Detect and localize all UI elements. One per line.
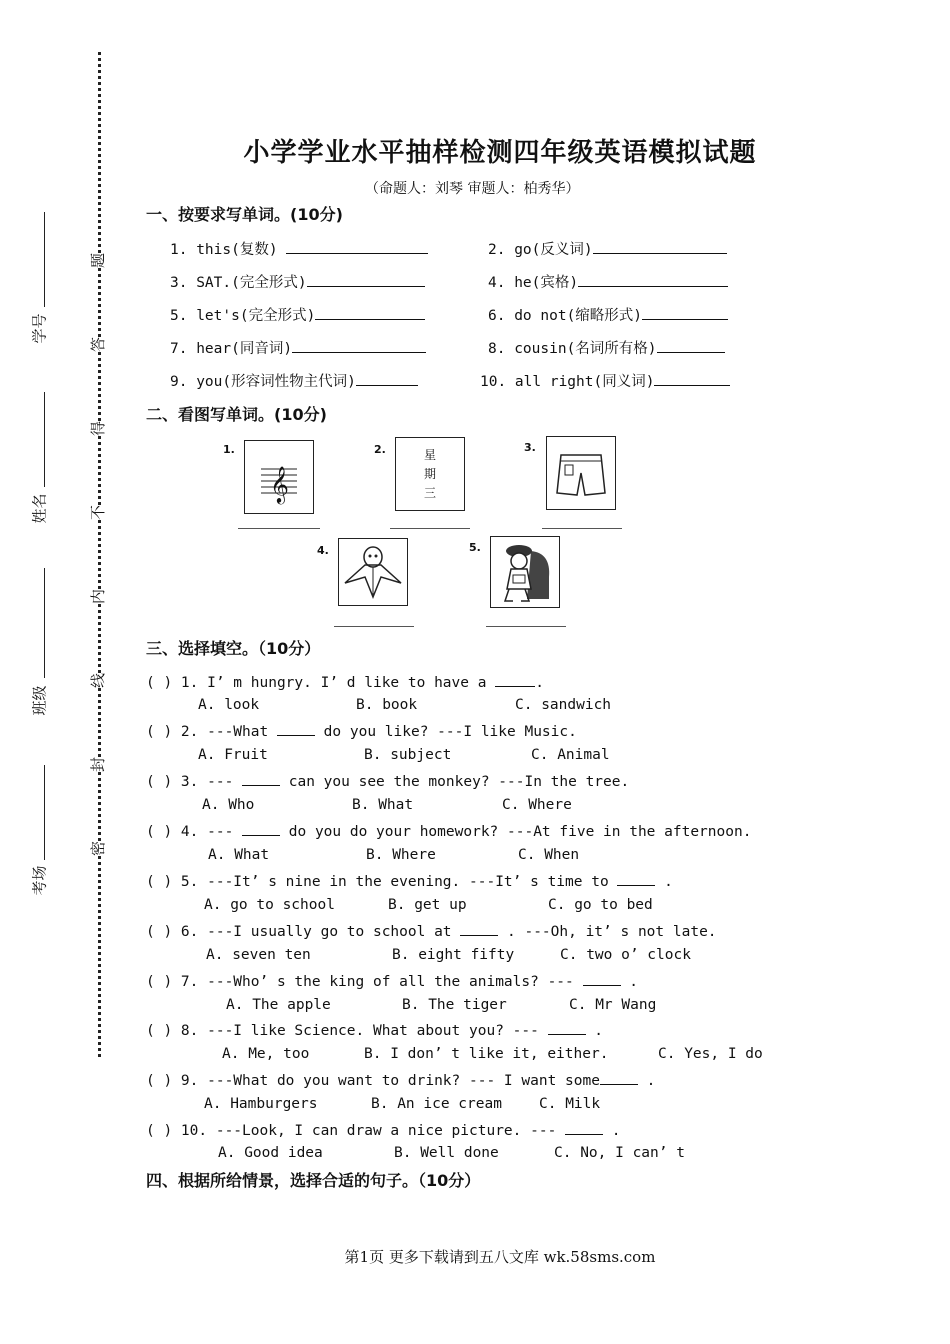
option[interactable]: A. Good idea	[218, 1145, 323, 1161]
option[interactable]: C. Animal	[531, 747, 610, 763]
option[interactable]: A. Hamburgers	[204, 1096, 318, 1112]
question-9: ( ) 9. ---What do you want to drink? --- I want some .	[146, 1073, 656, 1089]
s1-item: 8. cousin(名词所有格)	[488, 337, 725, 358]
answer-blank[interactable]	[593, 239, 727, 254]
answer-blank[interactable]	[578, 272, 728, 287]
option[interactable]: B. book	[356, 697, 418, 713]
s1-item: 5. let's(完全形式)	[170, 304, 425, 325]
question-1: ( ) 1. I’ m hungry. I’ d like to have a .	[146, 675, 544, 691]
kite-icon	[339, 539, 407, 605]
seal-char-5: 内	[89, 588, 108, 605]
option[interactable]: A. The apple	[226, 997, 331, 1013]
field-line-banji[interactable]	[44, 568, 45, 678]
treble-clef-icon	[245, 441, 313, 513]
seal-char-3: 得	[89, 420, 108, 437]
answer-blank[interactable]	[460, 922, 498, 936]
option[interactable]: B. Well done	[394, 1145, 499, 1161]
section4-heading: 四、根据所给情景，选择合适的句子。（10分）	[146, 1171, 481, 1190]
question-7: ( ) 7. ---Who’ s the king of all the animals? --- .	[146, 974, 638, 990]
option[interactable]: C. Yes, I do	[658, 1046, 763, 1062]
answer-blank[interactable]	[286, 239, 428, 254]
weekday-char: 期	[423, 467, 436, 481]
answer-blank[interactable]	[642, 305, 728, 320]
answer-line-pic2[interactable]	[390, 528, 470, 529]
s1-item: 1. this(复数)	[170, 238, 428, 259]
weekday-char: 星	[423, 448, 436, 462]
pic-number-4: 4.	[317, 544, 329, 557]
weekday-char: 三	[423, 486, 436, 500]
option[interactable]: B. Where	[366, 847, 436, 863]
option[interactable]: C. two o’ clock	[560, 947, 691, 963]
option[interactable]: B. eight fifty	[392, 947, 515, 963]
field-line-kaochang[interactable]	[44, 765, 45, 860]
option[interactable]: C. Milk	[539, 1096, 601, 1112]
question-10: ( ) 10. ---Look, I can draw a nice picture. --- .	[146, 1123, 621, 1139]
option[interactable]: A. Fruit	[198, 747, 268, 763]
question-3: ( ) 3. --- can you see the monkey? ---In the tree.	[146, 774, 630, 790]
section1-heading: 一、按要求写单词。(10分)	[146, 205, 343, 224]
option[interactable]: C. Where	[502, 797, 572, 813]
s1-item: 4. he(宾格)	[488, 271, 728, 292]
seal-char-1: 题	[89, 252, 108, 269]
seal-char-6: 线	[89, 672, 108, 689]
field-line-xingming[interactable]	[44, 392, 45, 487]
option[interactable]: A. Me, too	[222, 1046, 310, 1062]
s1-item: 6. do not(缩略形式)	[488, 304, 728, 325]
s1-item: 2. go(反义词)	[488, 238, 727, 259]
answer-blank[interactable]	[277, 722, 315, 736]
option[interactable]: B. What	[352, 797, 414, 813]
option[interactable]: C. go to bed	[548, 897, 653, 913]
field-label-banji: 班级	[30, 685, 49, 716]
question-4: ( ) 4. --- do you do your homework? ---At five in the afternoon.	[146, 824, 752, 840]
shorts-icon	[547, 437, 615, 509]
option[interactable]: A. seven ten	[206, 947, 311, 963]
answer-line-pic3[interactable]	[542, 528, 622, 529]
seal-char-4: 不	[89, 504, 108, 521]
question-8: ( ) 8. ---I like Science. What about you? --- .	[146, 1023, 604, 1039]
pic-number-5: 5.	[469, 541, 481, 554]
answer-blank[interactable]	[356, 371, 418, 386]
option[interactable]: B. get up	[388, 897, 467, 913]
option[interactable]: B. An ice cream	[371, 1096, 502, 1112]
answer-blank[interactable]	[292, 338, 426, 353]
answer-blank[interactable]	[565, 1121, 603, 1135]
seal-char-7: 封	[89, 756, 108, 773]
answer-blank[interactable]	[548, 1021, 586, 1035]
s1-item: 10. all right(同义词)	[480, 370, 730, 391]
seal-char-8: 密	[89, 840, 108, 857]
s1-item: 9. you(形容词性物主代词)	[170, 370, 418, 391]
answer-blank[interactable]	[242, 772, 280, 786]
option[interactable]: C. When	[518, 847, 580, 863]
pic-number-3: 3.	[524, 441, 536, 454]
page-footer: 第1页 更多下载请到五八文库 wk.58sms.com	[344, 1248, 656, 1266]
option[interactable]: A. go to school	[204, 897, 335, 913]
question-5: ( ) 5. ---It’ s nine in the evening. ---It’ s time to .	[146, 874, 673, 890]
option[interactable]: B. The tiger	[402, 997, 507, 1013]
option[interactable]: C. No, I can’ t	[554, 1145, 685, 1161]
s1-item: 3. SAT.(完全形式)	[170, 271, 425, 292]
answer-blank[interactable]	[617, 872, 655, 886]
field-line-xuehao[interactable]	[44, 212, 45, 307]
picture-kite	[338, 538, 408, 606]
picture-wednesday	[395, 437, 465, 511]
option[interactable]: A. look	[198, 697, 260, 713]
option[interactable]: C. sandwich	[515, 697, 612, 713]
answer-blank[interactable]	[654, 371, 730, 386]
option[interactable]: C. Mr Wang	[569, 997, 657, 1013]
section2-heading: 二、看图写单词。(10分)	[146, 405, 327, 424]
picture-reading	[490, 536, 560, 608]
answer-blank[interactable]	[242, 822, 280, 836]
picture-music	[244, 440, 314, 514]
answer-line-pic1[interactable]	[238, 528, 320, 529]
option[interactable]: B. subject	[364, 747, 452, 763]
question-6: ( ) 6. ---I usually go to school at . ---Oh, it’ s not late.	[146, 924, 717, 940]
svg-text:𝄞: 𝄞	[270, 465, 289, 503]
option[interactable]: A. What	[208, 847, 270, 863]
pic-number-2: 2.	[374, 443, 386, 456]
field-label-xuehao: 学号	[30, 313, 49, 344]
answer-blank[interactable]	[600, 1071, 638, 1085]
answer-blank[interactable]	[657, 338, 725, 353]
answer-blank[interactable]	[315, 305, 425, 320]
seal-dotted-line	[98, 52, 101, 1057]
pic-number-1: 1.	[223, 443, 235, 456]
answer-blank[interactable]	[583, 972, 621, 986]
section3-heading: 三、选择填空。（10分）	[146, 639, 321, 658]
page-subtitle: （命题人：刘琴 审题人：柏秀华）	[365, 181, 580, 197]
option[interactable]: B. I don’ t like it, either.	[364, 1046, 609, 1062]
picture-shorts	[546, 436, 616, 510]
answer-line-pic5[interactable]	[486, 626, 566, 627]
seal-char-2: 答	[89, 336, 108, 353]
option[interactable]: A. Who	[202, 797, 255, 813]
page-title: 小学学业水平抽样检测四年级英语模拟试题	[243, 138, 757, 168]
answer-blank[interactable]	[495, 673, 535, 687]
s1-item: 7. hear(同音词)	[170, 337, 426, 358]
field-label-xingming: 姓名	[30, 493, 49, 524]
reading-girl-icon	[491, 537, 559, 607]
answer-blank[interactable]	[307, 272, 425, 287]
answer-line-pic4[interactable]	[334, 626, 414, 627]
question-2: ( ) 2. ---What do you like? ---I like Music.	[146, 724, 577, 740]
field-label-kaochang: 考场	[30, 865, 49, 896]
